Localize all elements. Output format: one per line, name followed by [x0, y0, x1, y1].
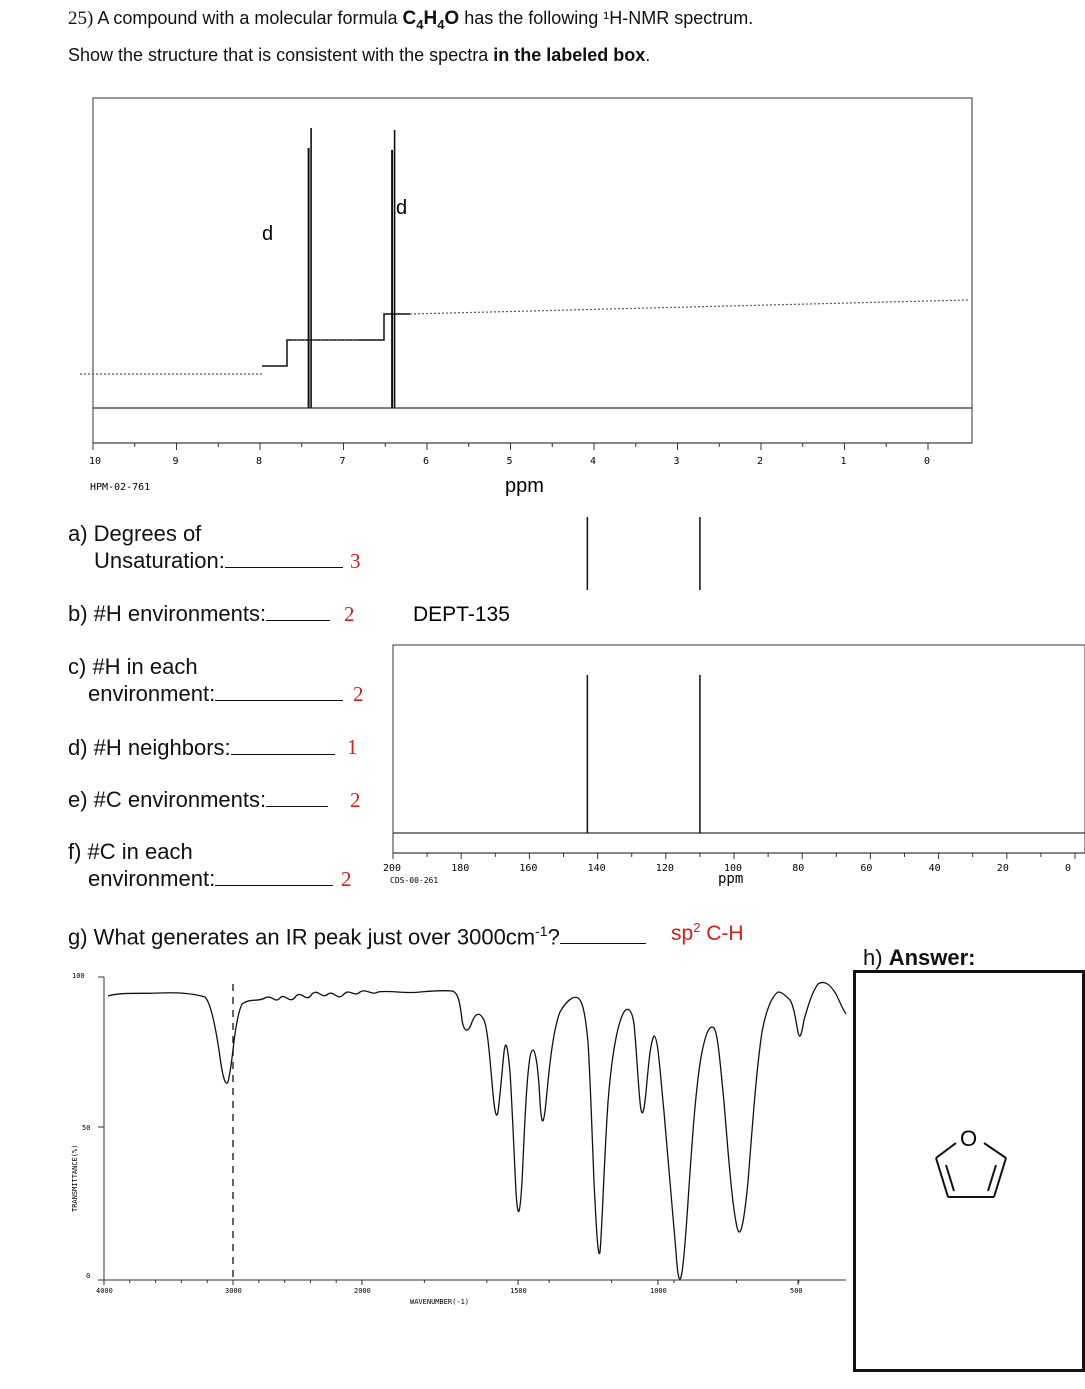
answer-blank [231, 736, 335, 755]
ir-spectrum [60, 962, 850, 1332]
answer-blank [215, 867, 333, 886]
furan-structure [856, 973, 1082, 1369]
ir-tick-label: 3000 [225, 1287, 242, 1295]
dept-tick-label: 180 [451, 863, 470, 874]
dept-tick-label: 60 [860, 863, 873, 874]
dept-tick-label: 80 [792, 863, 805, 874]
ir-y-tick: 0 [86, 1272, 91, 1280]
dept-tick-label: 40 [928, 863, 941, 874]
answer-a: 3 [350, 549, 361, 573]
answer-d: 1 [347, 735, 358, 759]
dept-axis-label: ppm [718, 871, 744, 887]
ir-tick-label: 1500 [510, 1287, 527, 1295]
question-a-label-2: Unsaturation: [94, 548, 225, 573]
question-c-label-2: environment: [88, 681, 216, 706]
hnmr-tick-label: 10 [89, 456, 102, 467]
answer-g-post: C-H [700, 922, 744, 945]
question-a [68, 520, 343, 574]
question-line1-post: has the following ¹H-NMR spectrum. [459, 8, 754, 28]
question-g [68, 918, 646, 950]
question-a-label-1: a) Degrees of [68, 521, 202, 546]
answer-blank [215, 682, 343, 701]
hnmr-tick-label: 2 [757, 456, 764, 467]
hnmr-tick-label: 8 [256, 456, 263, 467]
hnmr-tick-label: 0 [924, 456, 931, 467]
question-d-label: d) #H neighbors: [68, 735, 231, 760]
answer-blank [266, 788, 328, 807]
answer-blank [560, 925, 646, 944]
hnmr-tick-label: 3 [673, 456, 680, 467]
answer-g [671, 920, 744, 946]
answer-g-sup: 2 [693, 920, 701, 935]
question-e-label: e) #C environments: [68, 787, 267, 812]
question-h-label: h) [863, 945, 889, 970]
question-title [68, 8, 753, 32]
question-b-label: b) #H environments: [68, 601, 267, 626]
hnmr-peak-label: d [396, 197, 408, 219]
answer-g-text: sp [671, 922, 694, 945]
ir-tick-label: 500 [790, 1287, 803, 1295]
question-c [68, 653, 343, 707]
answer-e: 2 [350, 788, 361, 812]
question-line1-pre: A compound with a molecular formula [93, 8, 403, 28]
dept-title: DEPT-135 [413, 603, 510, 626]
dept-code: CDS-00-261 [390, 876, 439, 885]
answer-b: 2 [344, 602, 355, 626]
dept-tick-label: 200 [383, 863, 402, 874]
answer-blank [225, 549, 343, 568]
furan-oxygen: O [960, 1126, 978, 1151]
instructions-bold: in the labeled box [493, 45, 646, 65]
molecular-formula: $C_4H_4O$ [402, 8, 460, 32]
question-f-label-1: f) #C in each [68, 839, 193, 864]
question-b [68, 600, 330, 627]
hnmr-tick-label: 6 [423, 456, 430, 467]
hnmr-tick-label: 1 [840, 456, 847, 467]
hnmr-peak-label: d [262, 223, 274, 245]
hnmr-tick-label: 7 [339, 456, 346, 467]
ir-tick-label: 2000 [354, 1287, 371, 1295]
question-h [863, 944, 975, 971]
dept-tick-label: 20 [996, 863, 1009, 874]
dept-frame [393, 645, 1085, 853]
dept-tick-label: 0 [1065, 863, 1072, 874]
ir-tick-label: 1000 [650, 1287, 667, 1295]
ir-tick-label: 4000 [96, 1287, 113, 1295]
question-number: 25) [68, 8, 94, 29]
hnmr-frame [93, 98, 972, 443]
question-f-label-2: environment: [88, 866, 216, 891]
hnmr-spectrum [0, 90, 1085, 500]
question-g-sup: -1 [535, 923, 548, 939]
dept-spectrum [360, 505, 1085, 890]
dept-tick-label: 120 [655, 863, 674, 874]
ir-y-tick: 100 [72, 972, 85, 980]
hnmr-tick-label: 5 [506, 456, 513, 467]
ir-y-label: TRANSMITTANCE(%) [71, 1144, 79, 1212]
answer-box [853, 970, 1085, 1372]
ir-y-tick: 50 [82, 1124, 91, 1132]
instructions-post: . [645, 45, 651, 65]
hnmr-axis-label: ppm [505, 475, 544, 497]
dept-tick-label: 140 [587, 863, 606, 874]
question-d [68, 734, 335, 761]
dept-tick-label: 160 [519, 863, 538, 874]
question-f [68, 838, 333, 892]
hnmr-code: HPM-02-761 [90, 482, 151, 493]
dept-tick-label: 100 [724, 863, 743, 874]
answer-f: 2 [341, 867, 352, 891]
question-c-label-1: c) #H in each [68, 654, 198, 679]
question-g-q: ? [547, 924, 560, 950]
ir-x-label: WAVENUMBER(-1) [410, 1298, 470, 1306]
hnmr-tick-label: 9 [172, 456, 179, 467]
question-instructions [68, 45, 650, 66]
hnmr-tick-label: 4 [590, 456, 597, 467]
ir-trace [108, 982, 846, 1279]
answer-c: 2 [353, 682, 364, 706]
instructions-pre: Show the structure that is consistent with the spectra [68, 45, 494, 65]
question-h-bold: Answer: [888, 945, 976, 970]
question-g-label: g) What generates an IR peak just over 3000cm [68, 924, 536, 950]
question-e [68, 786, 328, 813]
answer-blank [266, 602, 330, 621]
